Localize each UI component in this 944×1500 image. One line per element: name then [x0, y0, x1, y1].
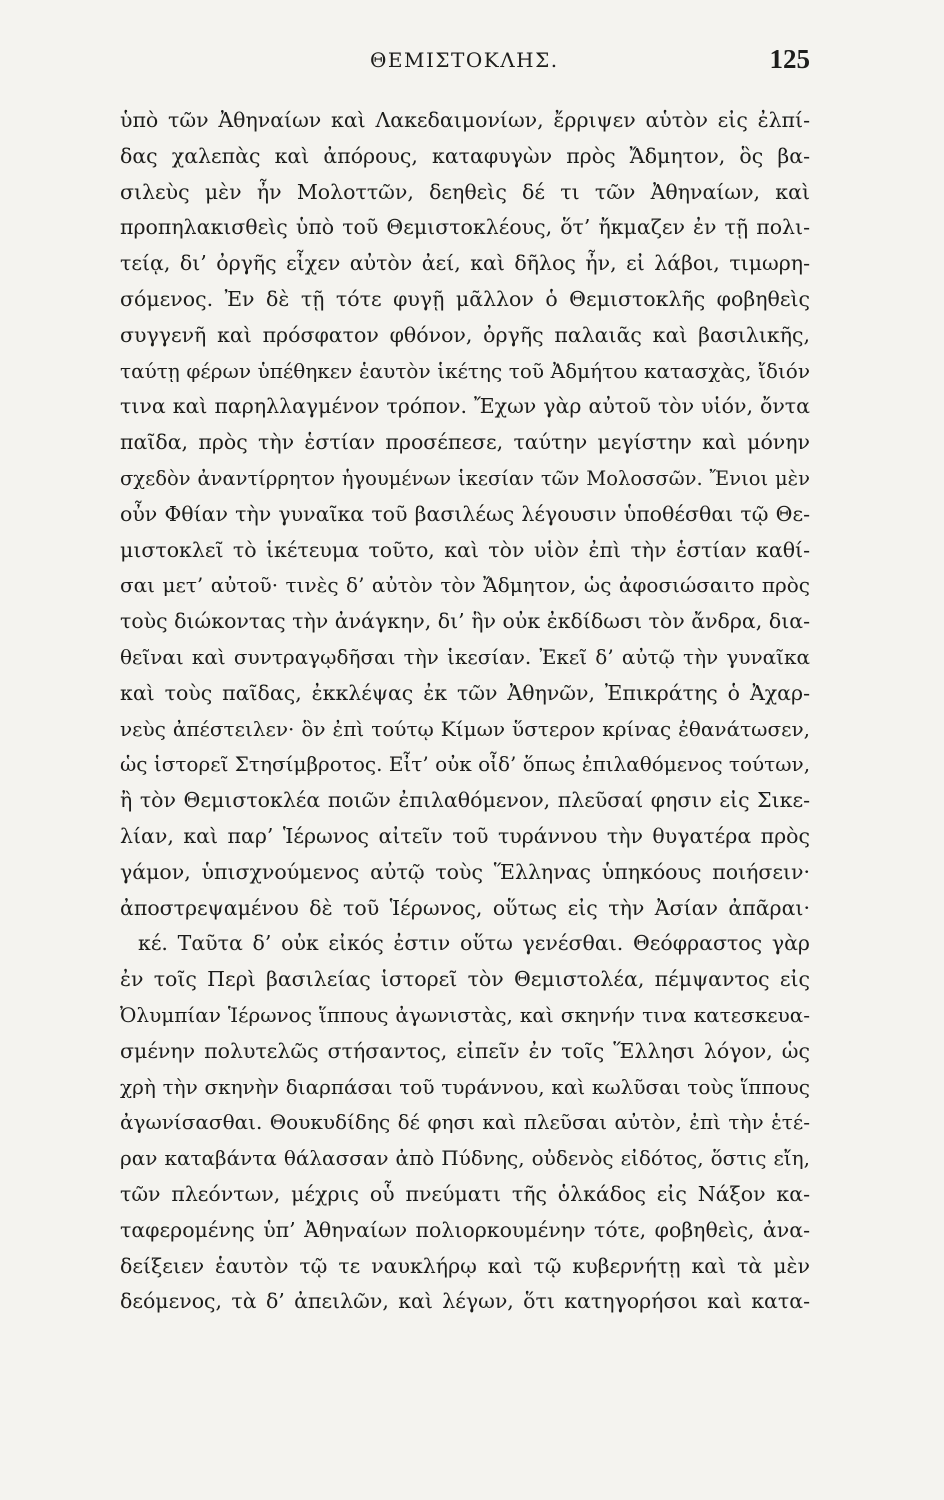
- text-line: δας χαλεπὰς καὶ ἀπόρους, καταφυγὼν πρὸς Ἄδμητον, ὃς βα-: [120, 143, 810, 168]
- text-line: καὶ τοὺς παῖδας, ἐκκλέψας ἐκ τῶν Ἀθηνῶν, Ἐπικράτης ὁ Ἀχαρ-: [120, 680, 810, 705]
- text-line: Ὀλυμπίαν Ἱέρωνος ἵππους ἀγωνιστὰς, καὶ σκηνήν τινα κατεσκευα-: [120, 1002, 810, 1027]
- text-line: λίαν, καὶ παρ’ Ἱέρωνος αἰτεῖν τοῦ τυράννου τὴν θυγατέρα πρὸς: [120, 823, 810, 848]
- text-line: σιλεὺς μὲν ἦν Μολοττῶν, δεηθεὶς δέ τι τῶν Ἀθηναίων, καὶ: [120, 179, 810, 204]
- text-line: τῶν πλεόντων, μέχρις οὗ πνεύματι τῆς ὁλκάδος εἰς Νάξον κα-: [120, 1181, 810, 1206]
- text-line: ταύτῃ φέρων ὑπέθηκεν ἑαυτὸν ἱκέτης τοῦ Ἀδμήτου κατασχὰς, ἴδιόν: [120, 358, 810, 383]
- text-line: ταφερομένης ὑπ’ Ἀθηναίων πολιορκουμένην τότε, φοβηθεὶς, ἀνα-: [120, 1217, 810, 1242]
- text-line: ἀγωνίσασθαι. Θουκυδίδης δέ φησι καὶ πλεῦσαι αὐτὸν, ἐπὶ τὴν ἑτέ-: [120, 1110, 810, 1135]
- text-line: προπηλακισθεὶς ὑπὸ τοῦ Θεμιστοκλέους, ὅτ’ ἤκμαζεν ἐν τῇ πολι-: [120, 215, 810, 240]
- text-line: ὑπὸ τῶν Ἀθηναίων καὶ Λακεδαιμονίων, ἔρριψεν αὑτὸν εἰς ἐλπί-: [120, 108, 810, 132]
- text-line: σαι μετ’ αὐτοῦ· τινὲς δ’ αὐτὸν τὸν Ἄδμητον, ὡς ἀφοσιώσαιτο πρὸς: [120, 573, 810, 598]
- text-line: θεῖναι καὶ συντραγῳδῆσαι τὴν ἱκεσίαν. Ἐκεῖ δ’ αὐτῷ τὴν γυναῖκα: [120, 644, 810, 669]
- text-line: σχεδὸν ἀναντίρρητον ἡγουμένων ἱκεσίαν τῶν Μολοσσῶν. Ἔνιοι μὲν: [120, 466, 810, 490]
- text-line: σόμενος. Ἐν δὲ τῇ τότε φυγῇ μᾶλλον ὁ Θεμιστοκλῆς φοβηθεὶς: [120, 286, 810, 311]
- text-line: ἢ τὸν Θεμιστοκλέα ποιῶν ἐπιλαθόμενον, πλεῦσαί φησιν εἰς Σικε-: [120, 788, 810, 813]
- text-line: τείᾳ, δι’ ὀργῆς εἶχεν αὐτὸν ἀεί, καὶ δῆλος ἦν, εἰ λάβοι, τιμωρη-: [120, 251, 810, 276]
- body-text: [120, 103, 810, 1320]
- text-line: παῖδα, πρὸς τὴν ἑστίαν προσέπεσε, ταύτην μεγίστην καὶ μόνην: [120, 430, 810, 455]
- running-title: ΘΕΜΙΣΤΟΚΛΗΣ.: [370, 48, 559, 72]
- text-line: ὡς ἱστορεῖ Στησίμβροτος. Εἶτ’ οὐκ οἶδ’ ὅπως ἐπιλαθόμενος τούτων,: [120, 752, 810, 777]
- text-line: συγγενῆ καὶ πρόσφατον φθόνον, ὀργῆς παλαιᾶς καὶ βασιλικῆς,: [120, 322, 810, 347]
- text-line: κέ. Ταῦτα δ’ οὐκ εἰκός ἐστιν οὕτω γενέσθαι. Θεόφραστος γὰρ: [138, 931, 810, 956]
- text-line: τινα καὶ παρηλλαγμένον τρόπον. Ἔχων γὰρ αὐτοῦ τὸν υἱόν, ὄντα: [120, 394, 810, 419]
- text-line: ραν καταβάντα θάλασσαν ἀπὸ Πύδνης, οὐδενὸς εἰδότος, ὅστις εἴη,: [120, 1146, 810, 1171]
- text-line: ἐν τοῖς Περὶ βασιλείας ἱστορεῖ τὸν Θεμιστολέα, πέμψαντος εἰς: [120, 967, 810, 992]
- text-line: τοὺς διώκοντας τὴν ἀνάγκην, δι’ ἣν οὐκ ἐκδίδωσι τὸν ἄνδρα, δια-: [120, 609, 810, 634]
- running-head: [120, 44, 810, 84]
- text-line: δεόμενος, τὰ δ’ ἀπειλῶν, καὶ λέγων, ὅτι κατηγορήσοι καὶ κατα-: [120, 1289, 810, 1314]
- text-line: σμένην πολυτελῶς στήσαντος, εἰπεῖν ἐν τοῖς Ἕλλησι λόγον, ὡς: [120, 1038, 810, 1063]
- text-line: γάμον, ὑπισχνούμενος αὐτῷ τοὺς Ἕλληνας ὑπηκόους ποιήσειν·: [120, 859, 810, 884]
- text-line: νεὺς ἀπέστειλεν· ὃν ἐπὶ τούτῳ Κίμων ὕστερον κρίνας ἐθανάτωσεν,: [120, 716, 810, 741]
- text-line: δείξειεν ἑαυτὸν τῷ τε ναυκλήρῳ καὶ τῷ κυβερνήτῃ καὶ τὰ μὲν: [120, 1253, 810, 1278]
- text-line: ἀποστρεψαμένου δὲ τοῦ Ἱέρωνος, οὕτως εἰς τὴν Ἀσίαν ἀπᾶραι·: [120, 895, 810, 920]
- text-line: μιστοκλεῖ τὸ ἱκέτευμα τοῦτο, καὶ τὸν υἱὸν ἐπὶ τὴν ἑστίαν καθί-: [120, 537, 810, 562]
- page-number: 125: [769, 44, 810, 74]
- text-line: χρὴ τὴν σκηνὴν διαρπάσαι τοῦ τυράννου, καὶ κωλῦσαι τοὺς ἵππους: [120, 1074, 810, 1099]
- text-line: οὖν Φθίαν τὴν γυναῖκα τοῦ βασιλέως λέγουσιν ὑποθέσθαι τῷ Θε-: [120, 501, 810, 526]
